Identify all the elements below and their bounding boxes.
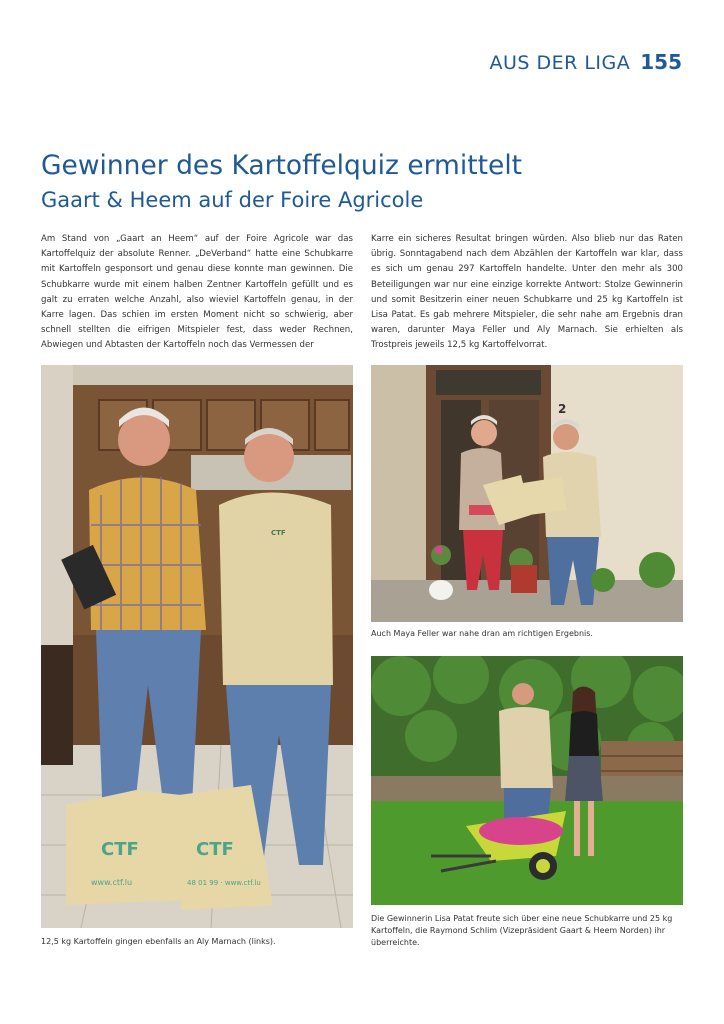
bag-text-right: 48 01 99 · www.ctf.lu xyxy=(187,879,261,887)
photo-garden-wheelbarrow xyxy=(371,656,683,905)
section-title: AUS DER LIGA xyxy=(489,52,631,74)
bag-text-left: www.ctf.lu xyxy=(91,878,133,887)
article-title: Gewinner des Kartoffelquiz ermittelt xyxy=(41,150,523,181)
caption-left-photo: 12,5 kg Kartoffeln gingen ebenfalls an Aly Marnach (links). xyxy=(41,937,276,946)
caption-right-top-photo: Auch Maya Feller war nahe dran am richtigen Ergebnis. xyxy=(371,629,593,638)
body-column-right: Karre ein sicheres Resultat bringen würden. Also blieb nur das Raten übrig. Sonntagabend nach dem Abzählen der Kartoffeln war klar, dass es sich um genau 297 Kartoffeln handelte. Unter den mehr als 300 Beteiligungen war nur eine einzige korrekte Antwort: Stolze Gewinnerin und somit Besitzerin einer neuen Schubkarre und 25 kg Kartoffeln ist Lisa Patat. Es gab mehrere Mitspieler, die sehr nahe am Ergebnis dran waren, darunter Maya Feller und Aly Marnach. Sie erhielten als Trostpreis jeweils 12,5 kg Kartoffelvorrat. xyxy=(371,234,683,351)
house-number: 2 xyxy=(558,402,567,416)
photo-door-two-people xyxy=(371,365,683,622)
bag-logo-right: CTF xyxy=(196,839,234,860)
page-number: 155 xyxy=(640,50,682,74)
photo-two-men-indoors xyxy=(41,365,353,928)
page-header xyxy=(489,50,682,74)
article-subtitle: Gaart & Heem auf der Foire Agricole xyxy=(41,188,424,212)
body-column-left: Am Stand von „Gaart an Heem“ auf der Foire Agricole war das Kartoffelquiz der absolute Renner. „DeVerband“ hatte eine Schubkarre mit Kartoffeln gesponsort und genau diese konnte man gewinnen. Die Schubkarre wurde mit einem halben Zentner Kartoffeln gefüllt und es galt zu erraten welche Anzahl, also wieviel Kartoffeln genau, in der Karre lagen. Das schien im ersten Moment nicht so schwierig, aber schnell stellten die eifrigen Mitspieler fest, dass weder Rechnen, Abwiegen und Abtasten der Kartoffeln noch das Vermessen der xyxy=(41,234,353,351)
bag-logo-left: CTF xyxy=(101,839,139,860)
caption-right-bottom-photo: Die Gewinnerin Lisa Patat freute sich über eine neue Schubkarre und 25 kg Kartoffeln, die Raymond Schlim (Vizepräsident Gaart & Heem Norden) ihr überreichte. xyxy=(371,914,673,947)
shirt-logo: CTF xyxy=(271,529,286,537)
